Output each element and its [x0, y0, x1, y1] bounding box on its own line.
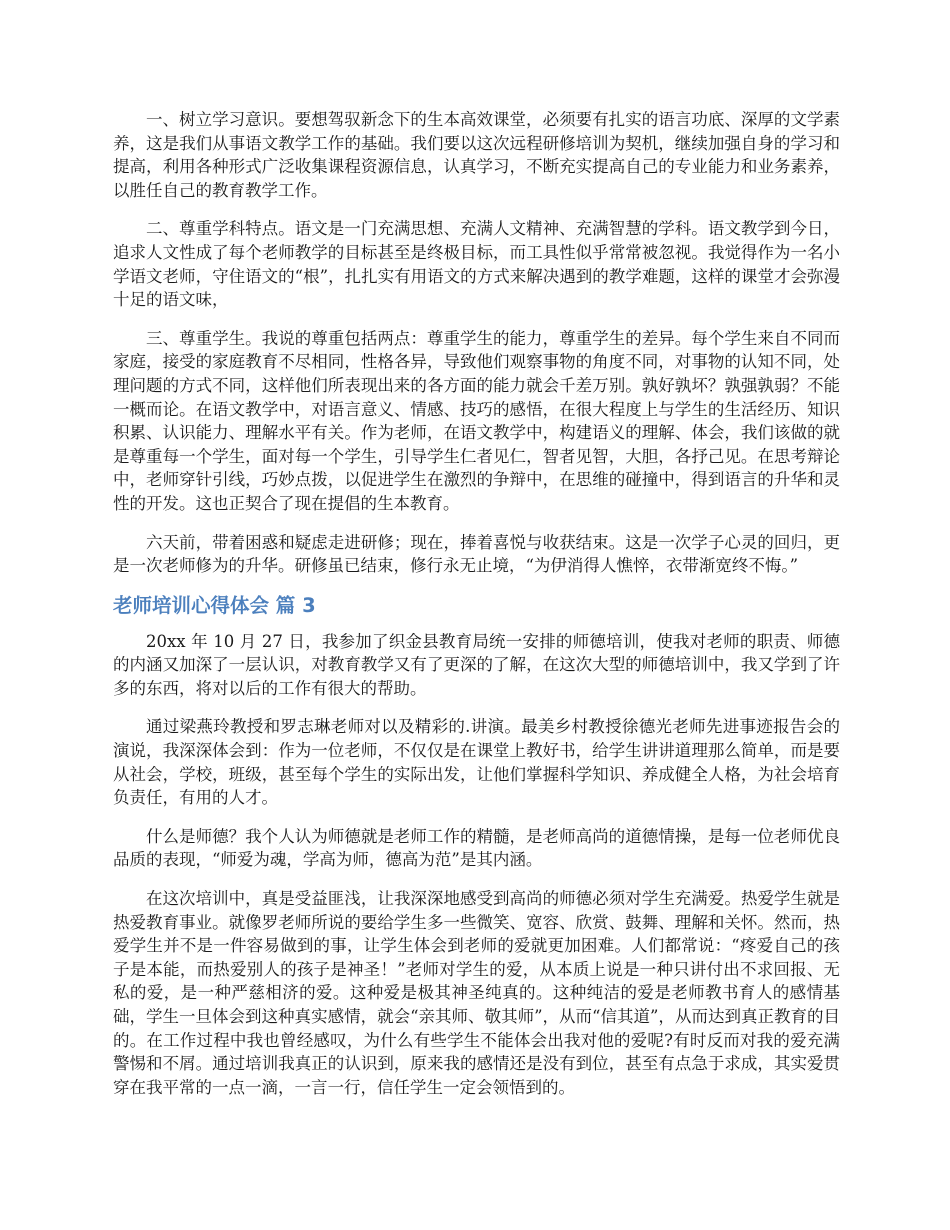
paragraph-respect-subject: 二、尊重学科特点。语文是一门充满思想、充满人文精神、充满智慧的学科。语文教学到今日，追求人文性成了每个老师教学的目标甚至是终极目标，而工具性似乎常常被忽视。我觉得作为一名小学语文老师，守住语文的“根”，扎扎实有用语文的方式来解决遇到的教学难题，这样的课堂才会弥漫十足的语文味， — [113, 219, 840, 310]
paragraph-teacher-ethics: 什么是师德？我个人认为师德就是老师工作的精髓，是老师高尚的道德情操，是每一位老师优良品质的表现，“师爱为魂，学高为师，德高为范”是其内涵。 — [113, 826, 840, 870]
paragraph-lectures: 通过梁燕玲教授和罗志琳老师对以及精彩的.讲演。最美乡村教授徐德光老师先进事迹报告会的演说，我深深体会到：作为一位老师，不仅仅是在课堂上教好书，给学生讲讲道理那么简单，而是要从社会，学校，班级，甚至每个学生的实际出发，让他们掌握科学知识、养成健全人格，为社会培育负责任，有用的人才。 — [113, 717, 840, 808]
section-title: 老师培训心得体会 篇 3 — [113, 593, 316, 617]
paragraph-love-students: 在这次培训中，真是受益匪浅，让我深深地感受到高尚的师德必须对学生充满爱。热爱学生就是热爱教育事业。就像罗老师所说的要给学生多一些微笑、宽容、欣赏、鼓舞、理解和关怀。然而，热爱学生并不是一件容易做到的事，让学生体会到老师的爱就更加困难。人们都常说：“疼爱自己的孩子是本能，而热爱别人的孩子是神圣！”老师对学生的爱，从本质上说是一种只讲付出不求回报、无私的爱，是一种严慈相济的爱。这种爱是极其神圣纯真的。这种纯洁的爱是老师教书育人的感情基础，学生一旦体会到这种真实感情，就会“亲其师、敬其师”，从而“信其道”，从而达到真正教育的目的。在工作过程中我也曾经感叹，为什么有些学生不能体会出我对他的爱呢?有时反而对我的爱充满警惕和不屑。通过培训我真正的认识到，原来我的感情还是没有到位，甚至有点急于求成，其实爱贯穿在我平常的一点一滴，一言一行，信任学生一定会领悟到的。 — [113, 889, 840, 1097]
document-page — [113, 108, 840, 1114]
paragraph-conclusion: 六天前，带着困惑和疑虑走进研修；现在，捧着喜悦与收获结束。这是一次学子心灵的回归，更是一次老师修为的升华。研修虽已结束，修行永无止境，“为伊消得人憔悴，衣带渐宽终不悔。” — [113, 532, 840, 576]
paragraph-study-awareness: 一、树立学习意识。要想驾驭新念下的生本高效课堂，必须要有扎实的语言功底、深厚的文学素养，这是我们从事语文教学工作的基础。我们要以这次远程研修培训为契机，继续加强自身的学习和提高，利用各种形式广泛收集课程资源信息，认真学习，不断充实提高自己的专业能力和业务素养，以胜任自己的教育教学工作。 — [113, 110, 840, 200]
paragraph-respect-students: 三、尊重学生。我说的尊重包括两点：尊重学生的能力，尊重学生的差异。每个学生来自不同而家庭，接受的家庭教育不尽相同，性格各异，导致他们观察事物的角度不同，对事物的认知不同，处理问题的方式不同，这样他们所表现出来的各方面的能力就会千差万别。孰好孰坏？孰强孰弱？不能一概而论。在语文教学中，对语言意义、情感、技巧的感悟，在很大程度上与学生的生活经历、知识积累、认识能力、理解水平有关。作为老师，在语文教学中，构建语义的理解、体会，我们该做的就是尊重每一个学生，面对每一个学生，引导学生仁者见仁，智者见智，大胆，各抒己见。在思考辩论中，老师穿针引线，巧妙点拨，以促进学生在激烈的争辩中，在思维的碰撞中，得到语言的升华和灵性的开发。这也正契合了现在提倡的生本教育。 — [113, 328, 840, 513]
paragraph-training-intro: 20xx 年 10 月 27 日，我参加了织金县教育局统一安排的师德培训，使我对老师的职责、师德的内涵又加深了一层认识，对教育教学又有了更深的了解，在这次大型的师德培训中，我又学到了许多的东西，将对以后的工作有很大的帮助。 — [113, 631, 840, 698]
